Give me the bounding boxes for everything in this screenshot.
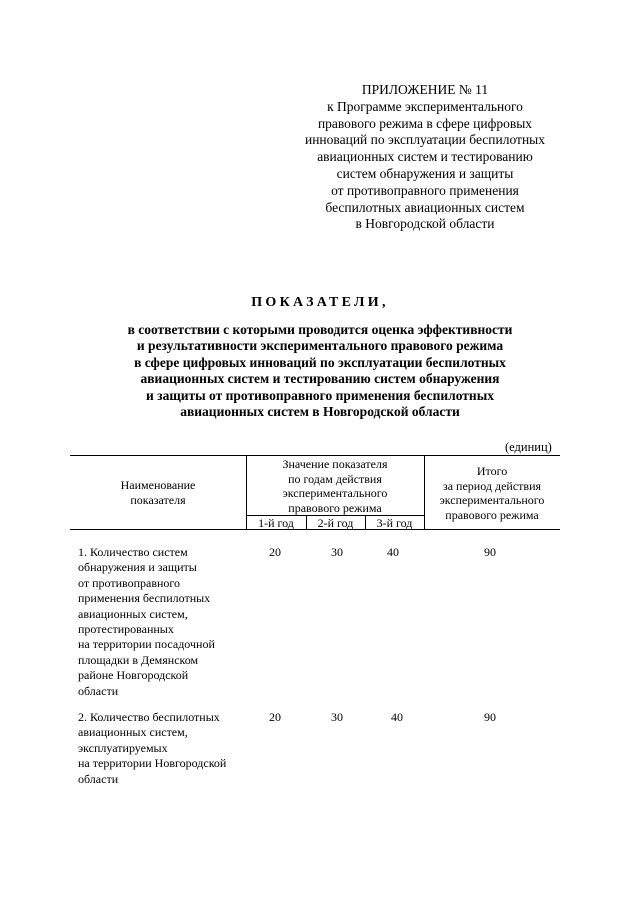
header-year-2: 2-й год xyxy=(317,516,354,530)
header-line: Итого xyxy=(476,464,508,478)
header-line: по годам действия xyxy=(288,471,382,486)
row-1-year-1-value: 20 xyxy=(269,545,281,559)
row-name-line: авиационных систем, xyxy=(78,606,188,621)
row-name-line: на территории Новгородской xyxy=(78,756,227,771)
header-indicator-name xyxy=(70,478,246,507)
row-2-year-1-value: 20 xyxy=(269,710,281,724)
table-top-border xyxy=(70,455,560,456)
row-name-line: эксплуатируемых xyxy=(78,740,168,755)
subtitle-line: и результативности экспериментального правового режима xyxy=(136,338,504,354)
subtitle-line: авиационных систем и тестированию систем обнаружения xyxy=(140,371,500,387)
row-name-line: применения беспилотных xyxy=(78,591,211,606)
row-name-line: авиационных систем, xyxy=(78,725,188,740)
row-2-year-3-value: 40 xyxy=(391,710,403,724)
header-line: за период действия xyxy=(442,478,542,493)
appendix-line: беспилотных авиационных систем xyxy=(325,199,525,215)
subtitle-line: в соответствии с которыми проводится оценка эффективности xyxy=(127,322,513,337)
appendix-line: к Программе экспериментального xyxy=(327,98,523,114)
row-1-year-2-value: 30 xyxy=(331,545,343,559)
appendix-line: авиационных систем и тестированию xyxy=(317,149,533,165)
subtitle-line: в сфере цифровых инноваций по эксплуатации беспилотных xyxy=(134,354,506,370)
row-name-line: от противоправного xyxy=(78,575,181,590)
appendix-number: ПРИЛОЖЕНИЕ № 11 xyxy=(361,82,489,97)
header-values-by-year xyxy=(246,457,424,515)
appendix-line: правового режима в сфере цифровых xyxy=(317,115,533,131)
row-name-line: 2. Количество беспилотных xyxy=(78,710,220,724)
appendix-line: в Новгородской области xyxy=(355,216,495,232)
appendix-heading xyxy=(285,82,565,233)
appendix-line: инноваций по эксплуатации беспилотных xyxy=(304,132,545,148)
units-label: (единиц) xyxy=(505,440,552,454)
table-row-name xyxy=(78,710,226,787)
row-name-line: 1. Количество систем xyxy=(78,545,188,559)
table-row-name xyxy=(78,545,215,699)
row-1-total-value: 90 xyxy=(484,545,496,559)
document-title: ПОКАЗАТЕЛИ, xyxy=(251,295,389,310)
row-name-line: районе Новгородской xyxy=(78,668,189,683)
subtitle-line: авиационных систем в Новгородской области xyxy=(180,404,460,420)
header-total xyxy=(424,464,560,522)
header-year-1: 1-й год xyxy=(258,516,294,530)
header-line: экспериментального xyxy=(282,486,388,501)
appendix-line: от противоправного применения xyxy=(331,182,519,198)
appendix-line: систем обнаружения и защиты xyxy=(336,165,514,181)
header-line: показателя xyxy=(130,492,186,507)
row-name-line: обнаружения и защиты xyxy=(78,560,197,575)
row-name-line: области xyxy=(78,771,119,786)
row-name-line: на территории посадочной xyxy=(78,637,215,652)
subtitle-line: и защиты от противоправного применения беспилотных xyxy=(145,387,494,403)
header-line: Наименование xyxy=(120,478,196,492)
row-name-line: протестированных xyxy=(78,622,174,637)
row-1-year-3-value: 40 xyxy=(387,545,399,559)
header-year-3: 3-й год xyxy=(376,516,413,530)
header-line: правового режима xyxy=(288,500,382,515)
document-subtitle xyxy=(60,322,580,420)
row-2-total-value: 90 xyxy=(484,710,496,724)
row-name-line: площадки в Демянском xyxy=(78,652,199,667)
row-2-year-2-value: 30 xyxy=(331,710,343,724)
header-line: экспериментального xyxy=(439,493,545,508)
header-line: правового режима xyxy=(445,507,539,522)
header-line: Значение показателя xyxy=(282,457,388,471)
row-name-line: области xyxy=(78,683,119,698)
